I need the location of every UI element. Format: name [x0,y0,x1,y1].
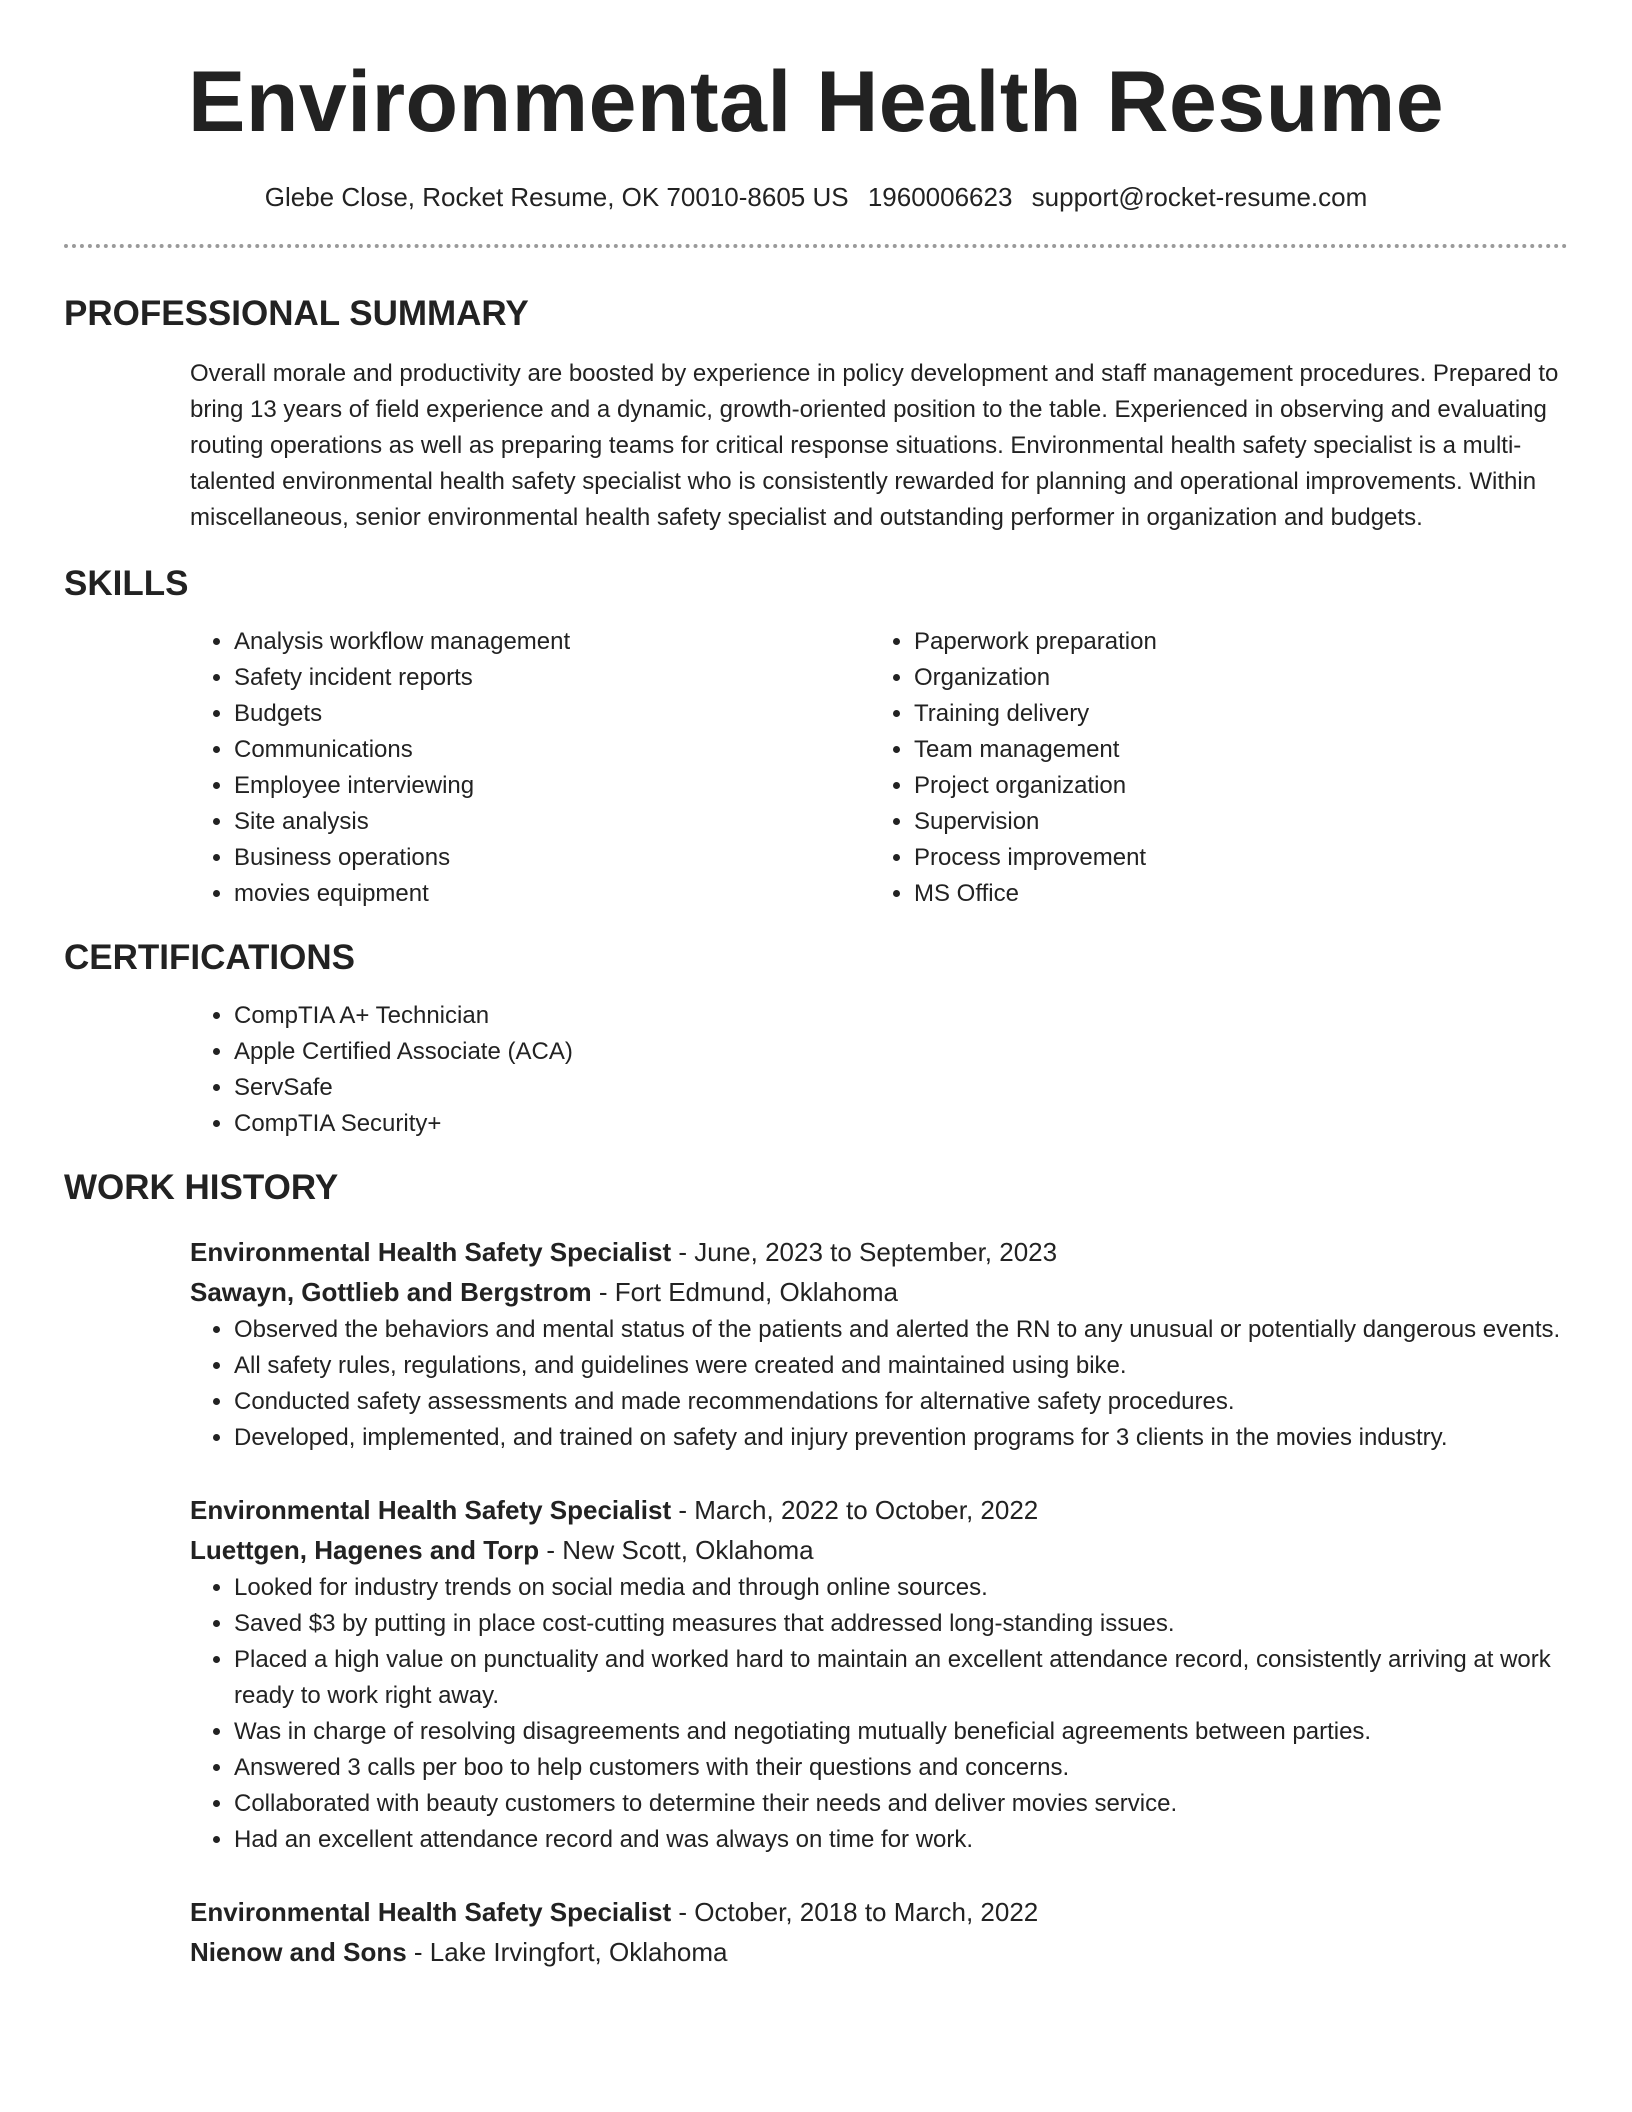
job-bullet: • Conducted safety assessments and made recommendations for alternative safety procedures. [234,1384,1568,1420]
skill-item: • Analysis workflow management [234,624,870,660]
certification-item: • Apple Certified Associate (ACA) [234,1034,1568,1070]
skill-item: • movies equipment [234,876,870,912]
contact-line [64,180,1568,214]
job-location: - New Scott, Oklahoma [539,1535,814,1565]
job-role: Environmental Health Safety Specialist [190,1237,672,1267]
job-company-line [190,1932,1568,1972]
job-bullets [190,1570,1568,1858]
skill-item: • Site analysis [234,804,870,840]
summary-text: Overall morale and productivity are boosted by experience in policy development and staff management procedures. Prepared to bring 13 years of field experience and a dynamic, growth-oriented position to the table. Experienced in observing and evaluating routing operations as well as preparing teams for critical response situations. Environmental health safety specialist is a multi-talented environmental health safety specialist who is consistently rewarded for planning and operational improvements. Within miscellaneous, senior environmental health safety specialist and outstanding performer in organization and budgets. [190,360,1559,531]
job-role: Environmental Health Safety Specialist [190,1897,672,1927]
job-role: Environmental Health Safety Specialist [190,1495,672,1525]
job-dates: - October, 2018 to March, 2022 [671,1897,1039,1927]
contact-email: support@rocket-resume.com [1031,182,1368,212]
job-dates: - June, 2023 to September, 2023 [671,1237,1058,1267]
skill-item: • Communications [234,732,870,768]
job-role-line [190,1232,1568,1272]
job-bullet: • Answered 3 calls per boo to help customers with their questions and concerns. [234,1750,1568,1786]
job-company: Nienow and Sons [190,1937,407,1967]
job-bullet: • Collaborated with beauty customers to determine their needs and deliver movies service. [234,1786,1568,1822]
job-bullet: • Was in charge of resolving disagreements and negotiating mutually beneficial agreements between parties. [234,1714,1568,1750]
skill-item: • Budgets [234,696,870,732]
job-role-line [190,1490,1568,1530]
contact-address: Glebe Close, Rocket Resume, OK 70010-8605 US [264,182,849,212]
skill-item: • Supervision [914,804,1550,840]
header-divider [64,244,1568,248]
job-location: - Lake Irvingfort, Oklahoma [406,1937,728,1967]
skill-item: • Training delivery [914,696,1550,732]
certification-item: • CompTIA Security+ [234,1106,1568,1142]
summary-heading: PROFESSIONAL SUMMARY [64,294,529,333]
skills-grid [190,624,1568,912]
certifications-block [190,998,1568,1142]
skill-item: • Process improvement [914,840,1550,876]
job-dates: - March, 2022 to October, 2022 [671,1495,1039,1525]
skills-heading: SKILLS [64,564,189,603]
job-bullet: • Saved $3 by putting in place cost-cutting measures that addressed long-standing issues. [234,1606,1568,1642]
certifications-list [190,998,1568,1142]
job-company: Luettgen, Hagenes and Torp [190,1535,540,1565]
page-title: Environmental Health Resume [187,54,1445,150]
skills-list-left [190,624,870,912]
job-company: Sawayn, Gottlieb and Bergstrom [190,1277,592,1307]
certification-item: • CompTIA A+ Technician [234,998,1568,1034]
job-role-line [190,1892,1568,1932]
job-company-line [190,1530,1568,1570]
job-bullet: • Observed the behaviors and mental status of the patients and alerted the RN to any unusual or potentially dangerous events. [234,1312,1568,1348]
skills-column-right [870,624,1550,912]
skill-item: • Safety incident reports [234,660,870,696]
contact-phone: 1960006623 [867,182,1013,212]
job-bullet: • Looked for industry trends on social media and through online sources. [234,1570,1568,1606]
job-entry [190,1892,1568,1972]
job-location: - Fort Edmund, Oklahoma [591,1277,898,1307]
certifications-heading: CERTIFICATIONS [64,938,356,977]
job-bullet: • Developed, implemented, and trained on safety and injury prevention programs for 3 clients in the movies industry. [234,1420,1568,1456]
skill-item: • Business operations [234,840,870,876]
job-company-line [190,1272,1568,1312]
certification-item: • ServSafe [234,1070,1568,1106]
skills-list-right [870,624,1550,912]
skill-item: • Paperwork preparation [914,624,1550,660]
skill-item: • MS Office [914,876,1550,912]
job-bullet: • All safety rules, regulations, and guidelines were created and maintained using bike. [234,1348,1568,1384]
skill-item: • Employee interviewing [234,768,870,804]
skill-item: • Team management [914,732,1550,768]
work-history-heading: WORK HISTORY [64,1168,339,1207]
job-bullet: • Placed a high value on punctuality and worked hard to maintain an excellent attendance record, consistently arriving at work ready to work right away. [234,1642,1568,1714]
job-entry [190,1232,1568,1456]
job-bullet: • Had an excellent attendance record and was always on time for work. [234,1822,1568,1858]
skill-item: • Project organization [914,768,1550,804]
job-bullets [190,1312,1568,1456]
skills-column-left [190,624,870,912]
job-entry [190,1490,1568,1858]
skill-item: • Organization [914,660,1550,696]
